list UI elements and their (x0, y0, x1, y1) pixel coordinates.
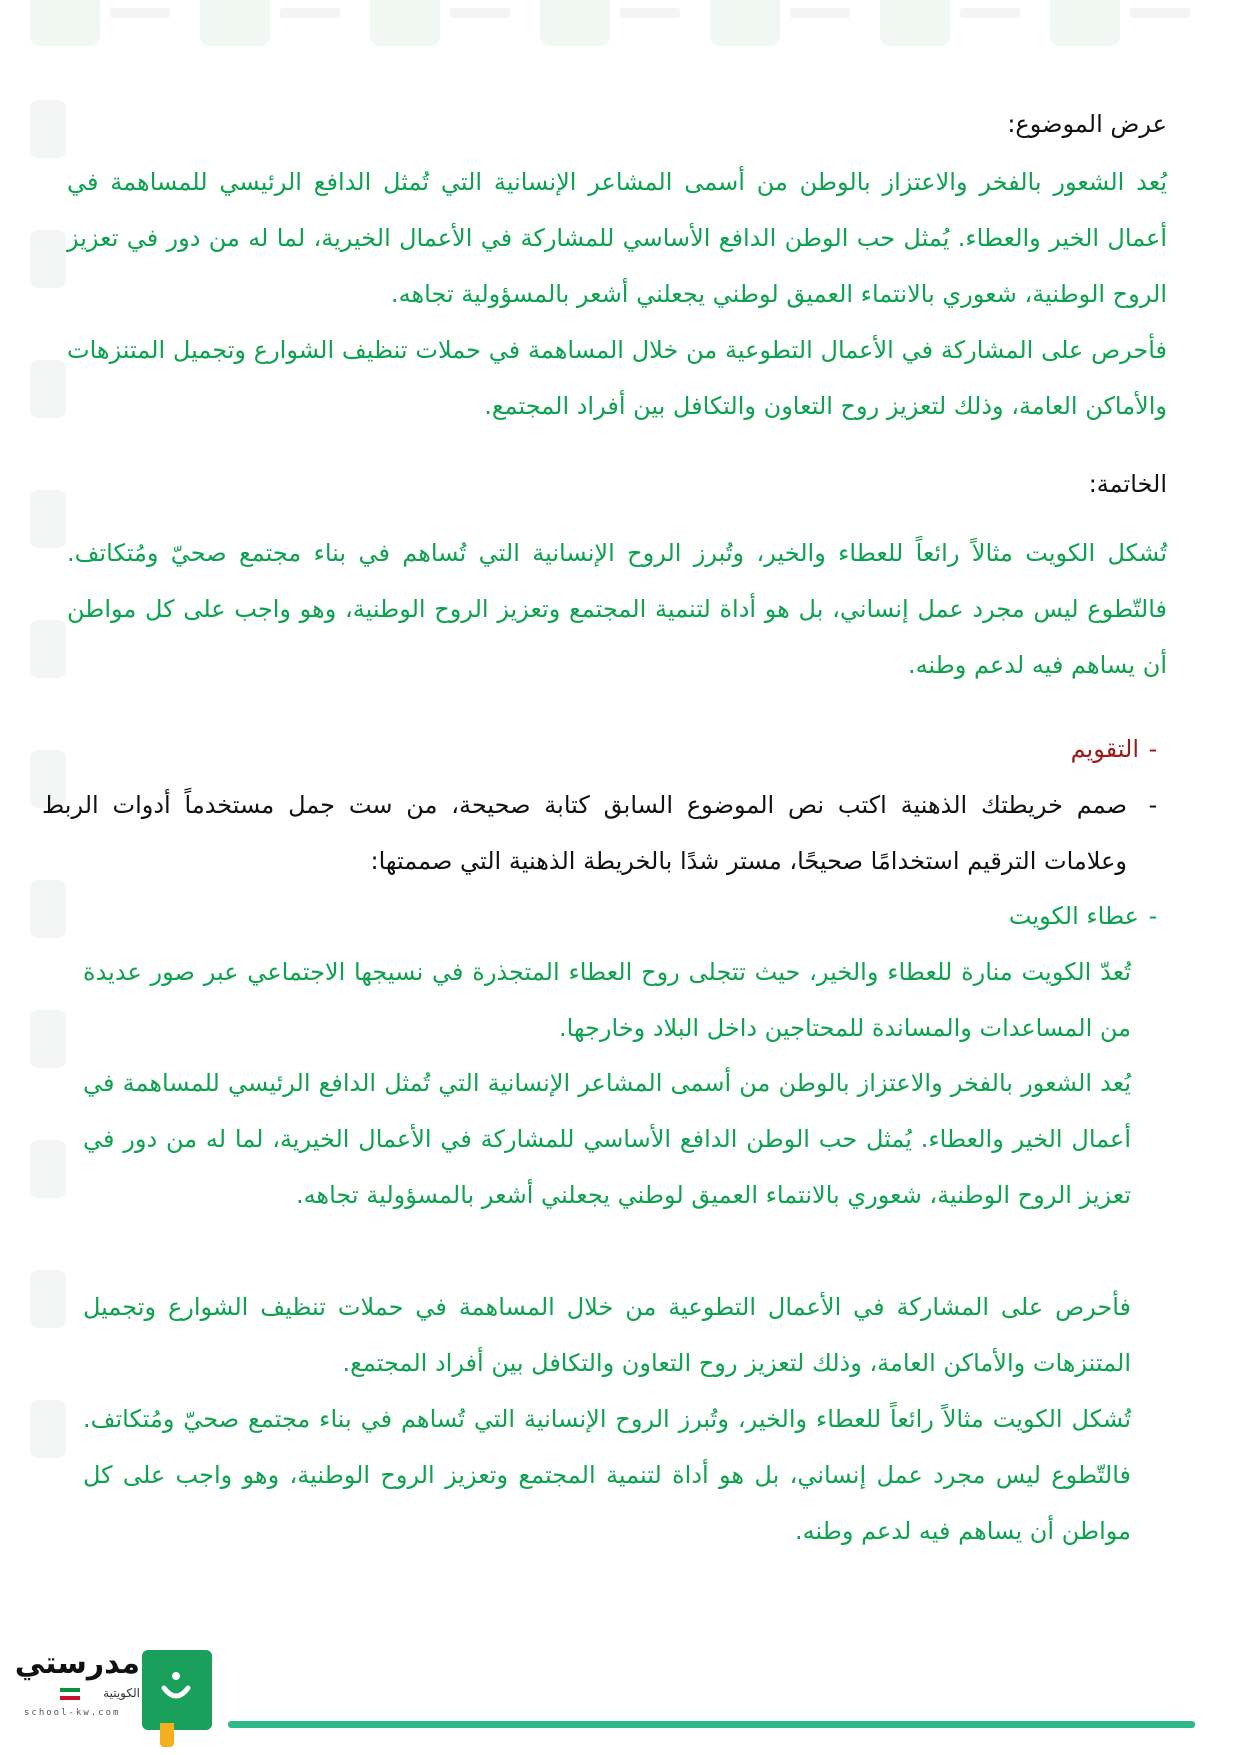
answer-paragraph: فأحرص على المشاركة في الأعمال التطوعية من خلال المساهمة في حملات تنظيف الشوارع وتجميل المتنزهات والأماكن العامة، وذلك لتعزيز روح التعاون والتكافل بين أفراد المجتمع. (83, 1293, 1131, 1377)
watermark-logo (880, 0, 950, 46)
watermark-text (790, 8, 850, 18)
watermark-logo (30, 490, 66, 548)
watermark-logo (30, 360, 66, 418)
list-dash: - (1148, 791, 1158, 819)
watermark-logo (30, 100, 66, 158)
watermark-logo (1050, 0, 1120, 46)
watermark-logo (710, 0, 780, 46)
intro-paragraph: فأحرص على المشاركة في الأعمال التطوعية من خلال المساهمة في حملات تنظيف الشوارع وتجميل المتنزهات والأماكن العامة، وذلك لتعزيز روح التعاون والتكافل بين أفراد المجتمع. (67, 336, 1167, 420)
watermark-text (110, 8, 170, 18)
conclusion-paragraph: تُشكل الكويت مثالاً رائعاً للعطاء والخير، وتُبرز الروح الإنسانية التي تُساهم في بناء مجتمع صحيّ ومُتكاتف. فالتّطوع ليس مجرد عمل إنساني، بل هو أداة لتنمية المجتمع وتعزيز الروح الوطنية، وهو واجب على كل مواطن أن يساهم فيه لدعم وطنه. (67, 539, 1167, 679)
logo-bookmark (160, 1723, 174, 1747)
footer-divider (228, 1721, 1195, 1728)
evaluation-subtitle: عطاء الكويت (1008, 902, 1139, 930)
evaluation-title: التقويم (1070, 735, 1139, 763)
list-dash: - (1148, 735, 1158, 763)
intro-paragraph: يُعد الشعور بالفخر والاعتزاز بالوطن من أسمى المشاعر الإنسانية التي تُمثل الدافع الرئيسي للمساهمة في أعمال الخير والعطاء. يُمثل حب الوطن الدافع الأساسي للمشاركة في الأعمال الخيرية، لما له من دور في تعزيز الروح الوطنية، شعوري بالانتماء العميق لوطني يجعلني أشعر بالمسؤولية تجاهه. (67, 168, 1167, 308)
watermark-text (960, 8, 1020, 18)
evaluation-task: صمم خريطتك الذهنية اكتب نص الموضوع السابق كتابة صحيحة، من ست جمل مستخدماً أدوات الربط وعلامات الترقيم استخدامًا صحيحًا، مستر شدًا بالخريطة الذهنية التي صممتها: (42, 791, 1127, 875)
watermark-logo (30, 620, 66, 678)
watermark-logo (30, 1270, 66, 1328)
smile-icon (158, 1668, 194, 1715)
watermark-logo (30, 1140, 66, 1198)
answer-paragraph: يُعد الشعور بالفخر والاعتزاز بالوطن من أسمى المشاعر الإنسانية التي تُمثل الدافع الرئيسي للمساهمة في أعمال الخير والعطاء. يُمثل حب الوطن الدافع الأساسي للمشاركة في الأعمال الخيرية، لما له من دور في تعزيز الروح الوطنية، شعوري بالانتماء العميق لوطني يجعلني أشعر بالمسؤولية تجاهه. (83, 1069, 1131, 1209)
watermark-text (280, 8, 340, 18)
watermark-logo (200, 0, 270, 46)
watermark-text (620, 8, 680, 18)
watermark-strip (0, 0, 1241, 55)
logo-url: school-kw.com (24, 1708, 121, 1718)
watermark-logo (370, 0, 440, 46)
watermark-logo (540, 0, 610, 46)
logo-subtitle: الكويتية (103, 1686, 140, 1700)
evaluation-task-row (42, 777, 1167, 889)
answer-paragraph: تُشكل الكويت مثالاً رائعاً للعطاء والخير، وتُبرز الروح الإنسانية التي تُساهم في بناء مجتمع صحيّ ومُتكاتف. فالتّطوع ليس مجرد عمل إنساني، بل هو أداة لتنمية المجتمع وتعزيز الروح الوطنية، وهو واجب على كل مواطن أن يساهم فيه لدعم وطنه. (83, 1405, 1131, 1545)
logo-name: مدرستي (14, 1646, 140, 1681)
answer-paragraph: تُعدّ الكويت منارة للعطاء والخير، حيث تتجلى روح العطاء المتجذرة في نسيجها الاجتماعي عبر صور عديدة من المساعدات والمساندة للمحتاجين داخل البلاد وخارجها. (83, 958, 1131, 1042)
evaluation-title-row (1071, 721, 1167, 777)
watermark-logo (30, 1400, 66, 1458)
watermark-logo (30, 1010, 66, 1068)
watermark-text (450, 8, 510, 18)
smile-icon-svg (158, 1668, 194, 1708)
watermark-logo (30, 0, 100, 46)
evaluation-subtitle-row (1009, 888, 1167, 944)
intro-heading: عرض الموضوع: (1007, 110, 1167, 138)
watermark-text (1130, 8, 1190, 18)
watermark-logo (30, 230, 66, 288)
conclusion-heading: الخاتمة: (1088, 470, 1167, 498)
list-dash: - (1148, 902, 1158, 930)
